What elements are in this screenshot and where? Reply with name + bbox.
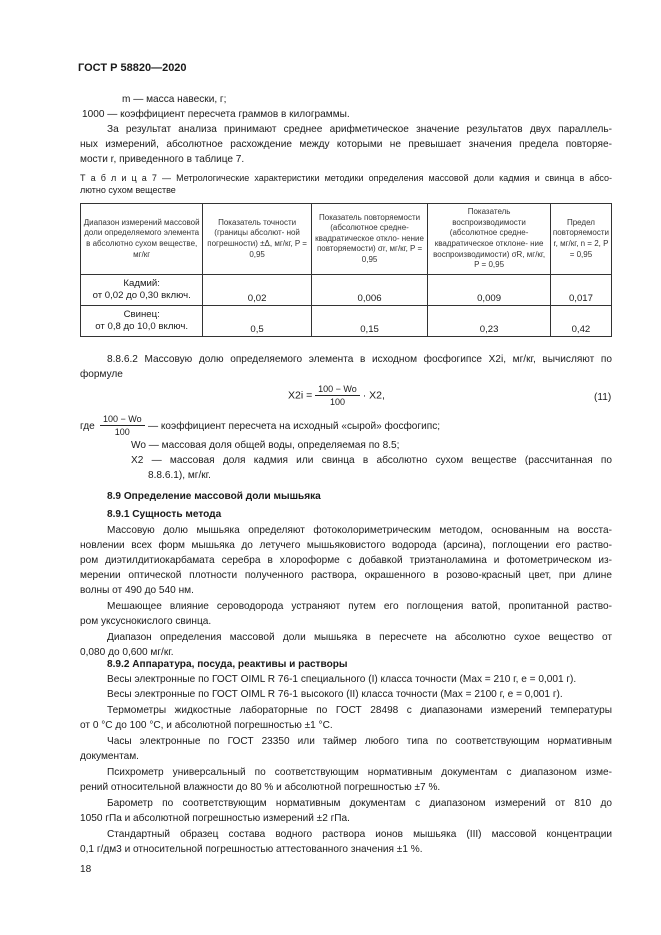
col-header: Диапазон измерений массовой доли определяемого элемента в абсолютно сухом веществе, мг/кг xyxy=(81,204,203,275)
text-line: Часы электронные по ГОСТ 23350 или таймер любого типа по соответствующим нормативным xyxy=(107,736,612,747)
text-line: Мешающее влияние сероводорода устраняют путем его поглощения ватой, пропитанной раство- xyxy=(107,601,612,612)
text-line: рений относительной влажности до 80 % и абсолютной погрешностью ±7 %. xyxy=(80,782,441,793)
col-header: Показатель воспроизводимости (абсолютное средне- квадратическое отклоне- ние воспроизводимости) σR, мг/кг, P = 0,95 xyxy=(428,204,551,275)
text-line: волны от 490 до 540 нм. xyxy=(80,585,194,596)
text-line: 0,080 до 0,600 мг/кг. xyxy=(80,647,174,658)
text-line: новлении всех форм мышьяка до летучего мышьяковистого водорода (арсина), поглощении его раство- xyxy=(80,540,612,551)
cell-range: Свинец: от 0,8 до 10,0 включ. xyxy=(81,306,203,337)
table-header-row xyxy=(81,204,612,275)
text-line: ром уксуснокислого свинца. xyxy=(80,616,212,627)
text-line: документам. xyxy=(80,751,139,762)
document-header: ГОСТ Р 58820—2020 xyxy=(78,62,187,74)
text-line: 0,1 г/дм3 и относительной погрешностью аттестованного значения ±1 %. xyxy=(80,844,423,855)
def-m: m — масса навески, г; xyxy=(122,94,227,105)
page-number: 18 xyxy=(80,864,92,875)
table-caption-cont: лютно сухом веществе xyxy=(80,185,176,195)
cell: 0,23 xyxy=(428,306,551,337)
text-line: Барометр по соответствующим нормативным документам с диапазоном измерений от 810 до xyxy=(107,798,612,809)
formula-number: (11) xyxy=(594,392,612,403)
col-header: Показатель точности (границы абсолют- ной погрешности) ±Δ, мг/кг, P = 0,95 xyxy=(203,204,311,275)
cell: 0,017 xyxy=(550,275,611,306)
formula-rhs: · X2, xyxy=(362,389,385,402)
text-line: ных измерений, абсолютное расхождение между которыми не превышает значения предела повторяе- xyxy=(80,139,612,150)
where-x2-cont: 8.8.6.1), мг/кг. xyxy=(148,470,211,481)
formula-fraction: $\frac{100 - Wo}{100}$ xyxy=(315,383,360,408)
cell: 0,15 xyxy=(311,306,427,337)
metrology-table xyxy=(80,203,612,337)
formula-11 xyxy=(288,383,385,408)
cell-range: Кадмий: от 0,02 до 0,30 включ. xyxy=(81,275,203,306)
text-line: мости r, приведенного в таблице 7. xyxy=(80,154,245,165)
table-caption: Т а б л и ц а 7 — Метрологические характеристики методики определения массовой доли кадмия и свинца в абсо- xyxy=(80,173,612,183)
col-header: Предел повторяемости r, мг/кг, n = 2, P = 0,95 xyxy=(550,204,611,275)
col-header: Показатель повторяемости (абсолютное средне- квадратическое откло- нение повторяемости) σr, мг/кг, P = 0,95 xyxy=(311,204,427,275)
text-line: Весы электронные по ГОСТ OIML R 76-1 специального (I) класса точности (Max = 210 г, e = 0,001 г). xyxy=(107,674,577,685)
where-fraction: $\frac{100 - Wo}{100}$ xyxy=(100,413,145,438)
text-line: от 0 °С до 100 °С, и абсолютной погрешностью ±1 °С. xyxy=(80,720,333,731)
section-heading-8-9-2: 8.9.2 Аппаратура, посуда, реактивы и растворы xyxy=(107,659,348,670)
def-1000: 1000 — коэффициент пересчета граммов в килограммы. xyxy=(82,109,350,120)
cell: 0,02 xyxy=(203,275,311,306)
text-line: Диапазон определения массовой доли мышьяка в пересчете на абсолютно сухое вещество от xyxy=(107,632,612,643)
section-heading-8-9: 8.9 Определение массовой доли мышьяка xyxy=(107,491,321,502)
text-line: Массовую долю мышьяка определяют фотоколориметрическим методом, основанным на восста- xyxy=(107,525,612,536)
cell: 0,5 xyxy=(203,306,311,337)
text-line: Весы электронные по ГОСТ OIML R 76-1 высокого (II) класса точности (Max = 2100 г, e = 0,001 г). xyxy=(107,689,563,700)
table-row xyxy=(81,306,612,337)
text-line: Термометры жидкостные лабораторные по ГОСТ 28498 с диапазонами измерений температуры xyxy=(107,705,612,716)
text-line: формуле xyxy=(80,369,123,380)
text-line: мерении оптической плотности полученного раствора, окрашенного в розово-красный цвет, при длине xyxy=(80,570,612,581)
text-line: ром диэтилдитиокарбамата серебра в хлороформе с добавкой триэтаноламина и фотометрическом из- xyxy=(80,555,612,566)
cell: 0,006 xyxy=(311,275,427,306)
where-x2: X2 — массовая доля кадмия или свинца в абсолютно сухом веществе (рассчитанная по xyxy=(131,455,612,466)
text-line: Стандартный образец состава водного раствора ионов мышьяка (III) массовой концентрации xyxy=(107,829,612,840)
formula-lhs: X2i = xyxy=(288,389,313,402)
text-line: 1050 гПа и абсолютной погрешностью измерений ±2 гПа. xyxy=(80,813,350,824)
text-line: 8.8.6.2 Массовую долю определяемого элемента в исходном фосфогипсе X2i, мг/кг, вычисляют по xyxy=(107,354,612,365)
where-wo: Wo — массовая доля общей воды, определяемая по 8.5; xyxy=(131,440,400,451)
text-line: Психрометр универсальный по соответствующим нормативным документам с диапазоном изме- xyxy=(107,767,612,778)
cell: 0,42 xyxy=(550,306,611,337)
where-frac-text: — коэффициент пересчета на исходный «сырой» фосфогипс; xyxy=(148,421,441,432)
table-row xyxy=(81,275,612,306)
where-prefix: где xyxy=(80,421,95,432)
text-line: За результат анализа принимают среднее арифметическое значение результатов двух параллель- xyxy=(107,124,612,135)
cell: 0,009 xyxy=(428,275,551,306)
section-heading-8-9-1: 8.9.1 Сущность метода xyxy=(107,509,222,520)
